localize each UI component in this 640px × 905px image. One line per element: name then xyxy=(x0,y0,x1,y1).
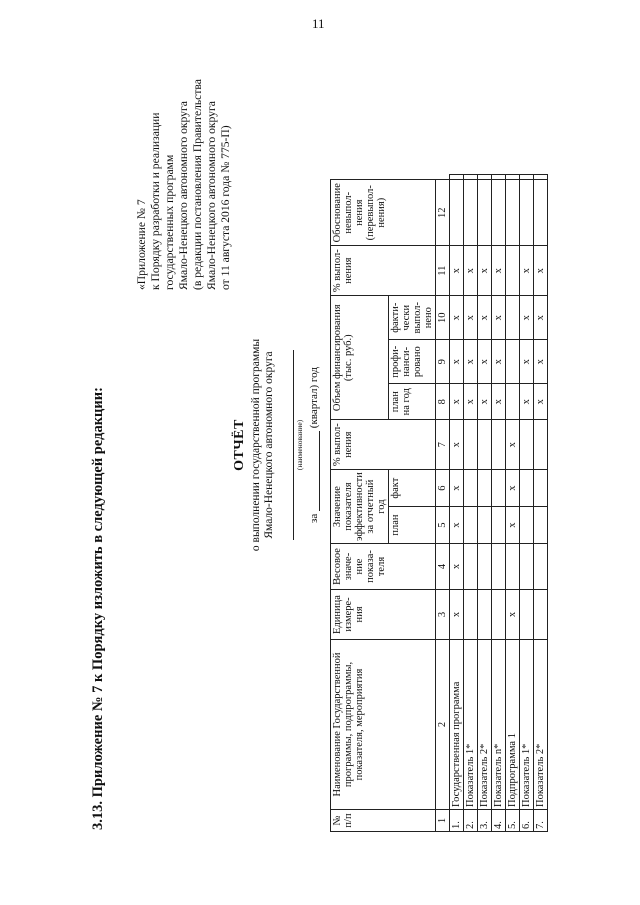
table-cell: х xyxy=(478,384,492,420)
header-reason: Обоснование невыпол-нения (перевыпол-нения) xyxy=(331,180,436,246)
table-cell xyxy=(506,175,520,180)
header-done: факти-чески выпол-нено xyxy=(389,296,436,340)
table-cell: х xyxy=(492,246,506,296)
report-subtitle xyxy=(250,40,276,850)
table-cell: Государственная программа xyxy=(450,640,464,810)
table-cell xyxy=(534,590,548,640)
header-financing: Объем финансирования (тыс. руб.) xyxy=(331,296,389,420)
column-number: 8 xyxy=(436,384,450,420)
table-cell: Показатель 2* xyxy=(478,640,492,810)
table-row xyxy=(520,175,534,832)
table-cell xyxy=(506,544,520,590)
table-cell: х xyxy=(492,296,506,340)
table-cell: х xyxy=(450,544,464,590)
table-cell xyxy=(478,175,492,180)
table-cell xyxy=(506,180,520,246)
table-row xyxy=(534,175,548,832)
table-cell xyxy=(492,507,506,544)
table-cell: х xyxy=(450,507,464,544)
column-number-row xyxy=(436,175,450,832)
header-plan-year: план на год xyxy=(389,384,436,420)
table-cell: х xyxy=(478,246,492,296)
table-cell: х xyxy=(520,384,534,420)
table-cell xyxy=(520,590,534,640)
page-number: 11 xyxy=(312,16,325,31)
table-cell xyxy=(492,544,506,590)
appendix-line: Ямало-Ненецкого автономного округа xyxy=(177,101,190,290)
table-cell xyxy=(492,470,506,507)
report-subtitle-line-2: Ямало-Ненецкого автономного округа xyxy=(263,351,275,539)
table-cell: 2. xyxy=(464,810,478,832)
report-table xyxy=(330,174,548,832)
table-cell: х xyxy=(506,507,520,544)
column-number: 7 xyxy=(436,420,450,470)
table-cell xyxy=(464,470,478,507)
table-cell: х xyxy=(464,296,478,340)
table-header-row xyxy=(331,175,389,832)
header-funded: профи-нанси-ровано xyxy=(389,340,436,384)
table-cell xyxy=(492,180,506,246)
table-row xyxy=(450,175,464,832)
table-cell: х xyxy=(506,470,520,507)
column-number: 10 xyxy=(436,296,450,340)
table-cell xyxy=(492,420,506,470)
column-number: 2 xyxy=(436,640,450,810)
table-cell xyxy=(478,544,492,590)
table-cell: х xyxy=(534,340,548,384)
table-cell: х xyxy=(492,384,506,420)
table-cell xyxy=(506,384,520,420)
table-cell: х xyxy=(450,470,464,507)
table-cell: Показатель 1* xyxy=(464,640,478,810)
table-cell: х xyxy=(534,296,548,340)
table-cell: х xyxy=(506,420,520,470)
table-cell: х xyxy=(450,590,464,640)
table-cell xyxy=(534,175,548,180)
table-cell: 6. xyxy=(520,810,534,832)
table-cell: х xyxy=(520,246,534,296)
table-cell: х xyxy=(492,340,506,384)
table-cell: 7. xyxy=(534,810,548,832)
table-cell: х xyxy=(464,246,478,296)
table-cell xyxy=(520,175,534,180)
table-cell xyxy=(464,180,478,246)
header-num: № п/п xyxy=(331,810,436,832)
name-blank-line xyxy=(283,350,294,540)
column-number: 11 xyxy=(436,246,450,296)
header-unit: Единица измере-ния xyxy=(331,590,436,640)
table-row xyxy=(506,175,520,832)
table-cell: х xyxy=(450,340,464,384)
table-cell xyxy=(478,180,492,246)
table-row xyxy=(492,175,506,832)
section-heading: 3.13. Приложение № 7 к Порядку изложить в следующей редакции: xyxy=(90,387,106,830)
column-number: 6 xyxy=(436,470,450,507)
table-cell: Показатель 1* xyxy=(520,640,534,810)
header-pct-2: % выпол-нения xyxy=(331,246,436,296)
table-row xyxy=(464,175,478,832)
header-value: Значение показателя эффективности за отчетный год xyxy=(331,470,389,544)
table-cell xyxy=(520,544,534,590)
table-cell xyxy=(450,175,464,180)
table-cell xyxy=(534,507,548,544)
table-cell xyxy=(520,507,534,544)
column-number: 9 xyxy=(436,340,450,384)
table-row xyxy=(478,175,492,832)
table-cell xyxy=(520,180,534,246)
table-cell xyxy=(464,175,478,180)
appendix-line: государственных программ xyxy=(163,154,176,290)
table-cell xyxy=(492,590,506,640)
table-cell: х xyxy=(464,340,478,384)
table-cell xyxy=(506,340,520,384)
name-field xyxy=(282,40,304,850)
table-cell xyxy=(506,246,520,296)
period-label: (квартал) год xyxy=(308,367,320,429)
rotated-page-content xyxy=(20,40,610,850)
column-number: 12 xyxy=(436,180,450,246)
table-cell: 4. xyxy=(492,810,506,832)
column-number: 3 xyxy=(436,590,450,640)
column-number: 1 xyxy=(436,810,450,832)
table-cell xyxy=(534,544,548,590)
appendix-line: от 11 августа 2016 года № 775-П) xyxy=(219,125,232,290)
table-cell: х xyxy=(450,420,464,470)
table-cell: х xyxy=(534,384,548,420)
period-blank-line xyxy=(309,431,320,511)
appendix-line: Ямало-Ненецкого автономного округа xyxy=(205,101,218,290)
table-cell: х xyxy=(450,296,464,340)
table-cell xyxy=(478,420,492,470)
table-cell xyxy=(478,470,492,507)
table-cell: 1. xyxy=(450,810,464,832)
table-cell: х xyxy=(520,296,534,340)
table-cell xyxy=(464,420,478,470)
header-fact: факт xyxy=(389,470,436,507)
table-cell: 3. xyxy=(478,810,492,832)
report-subtitle-line-1: о выполнении государственной программы xyxy=(250,338,262,552)
header-name: Наименование Государственной программы, подпрограммы, показателя, мероприятия xyxy=(331,640,436,810)
header-pct: % выпол-нения xyxy=(331,420,436,470)
table-cell xyxy=(520,420,534,470)
table-cell xyxy=(478,590,492,640)
table-cell xyxy=(492,175,506,180)
table-cell xyxy=(464,544,478,590)
table-cell xyxy=(534,180,548,246)
table-cell xyxy=(506,296,520,340)
table-cell: х xyxy=(506,590,520,640)
appendix-block xyxy=(135,79,233,290)
column-number: 4 xyxy=(436,544,450,590)
table-cell xyxy=(450,180,464,246)
table-cell: х xyxy=(478,296,492,340)
appendix-line: «Приложение № 7 xyxy=(135,199,148,290)
column-number: 5 xyxy=(436,507,450,544)
table-cell xyxy=(464,507,478,544)
table-cell: х xyxy=(478,340,492,384)
period-field xyxy=(308,40,320,850)
table-cell: Показатель 2* xyxy=(534,640,548,810)
table-cell xyxy=(534,420,548,470)
name-caption: (наименование) xyxy=(295,419,304,471)
table-cell xyxy=(520,470,534,507)
table-cell: х xyxy=(520,340,534,384)
table-cell xyxy=(464,590,478,640)
table-cell: 5. xyxy=(506,810,520,832)
table-cell: х xyxy=(450,246,464,296)
table-cell xyxy=(534,470,548,507)
table-cell: Показатель n* xyxy=(492,640,506,810)
header-weight: Весовое значе-ние показа-теля xyxy=(331,544,436,590)
report-title: ОТЧЁТ xyxy=(232,419,247,471)
table-cell: х xyxy=(534,246,548,296)
table-cell xyxy=(478,507,492,544)
table-cell: Подпрограмма 1 xyxy=(506,640,520,810)
appendix-line: к Порядку разработки и реализации xyxy=(149,112,162,290)
table-cell: х xyxy=(450,384,464,420)
header-plan: план xyxy=(389,507,436,544)
appendix-line: (в редакции постановления Правительства xyxy=(191,79,204,290)
table-cell: х xyxy=(464,384,478,420)
period-za: за xyxy=(308,513,320,523)
